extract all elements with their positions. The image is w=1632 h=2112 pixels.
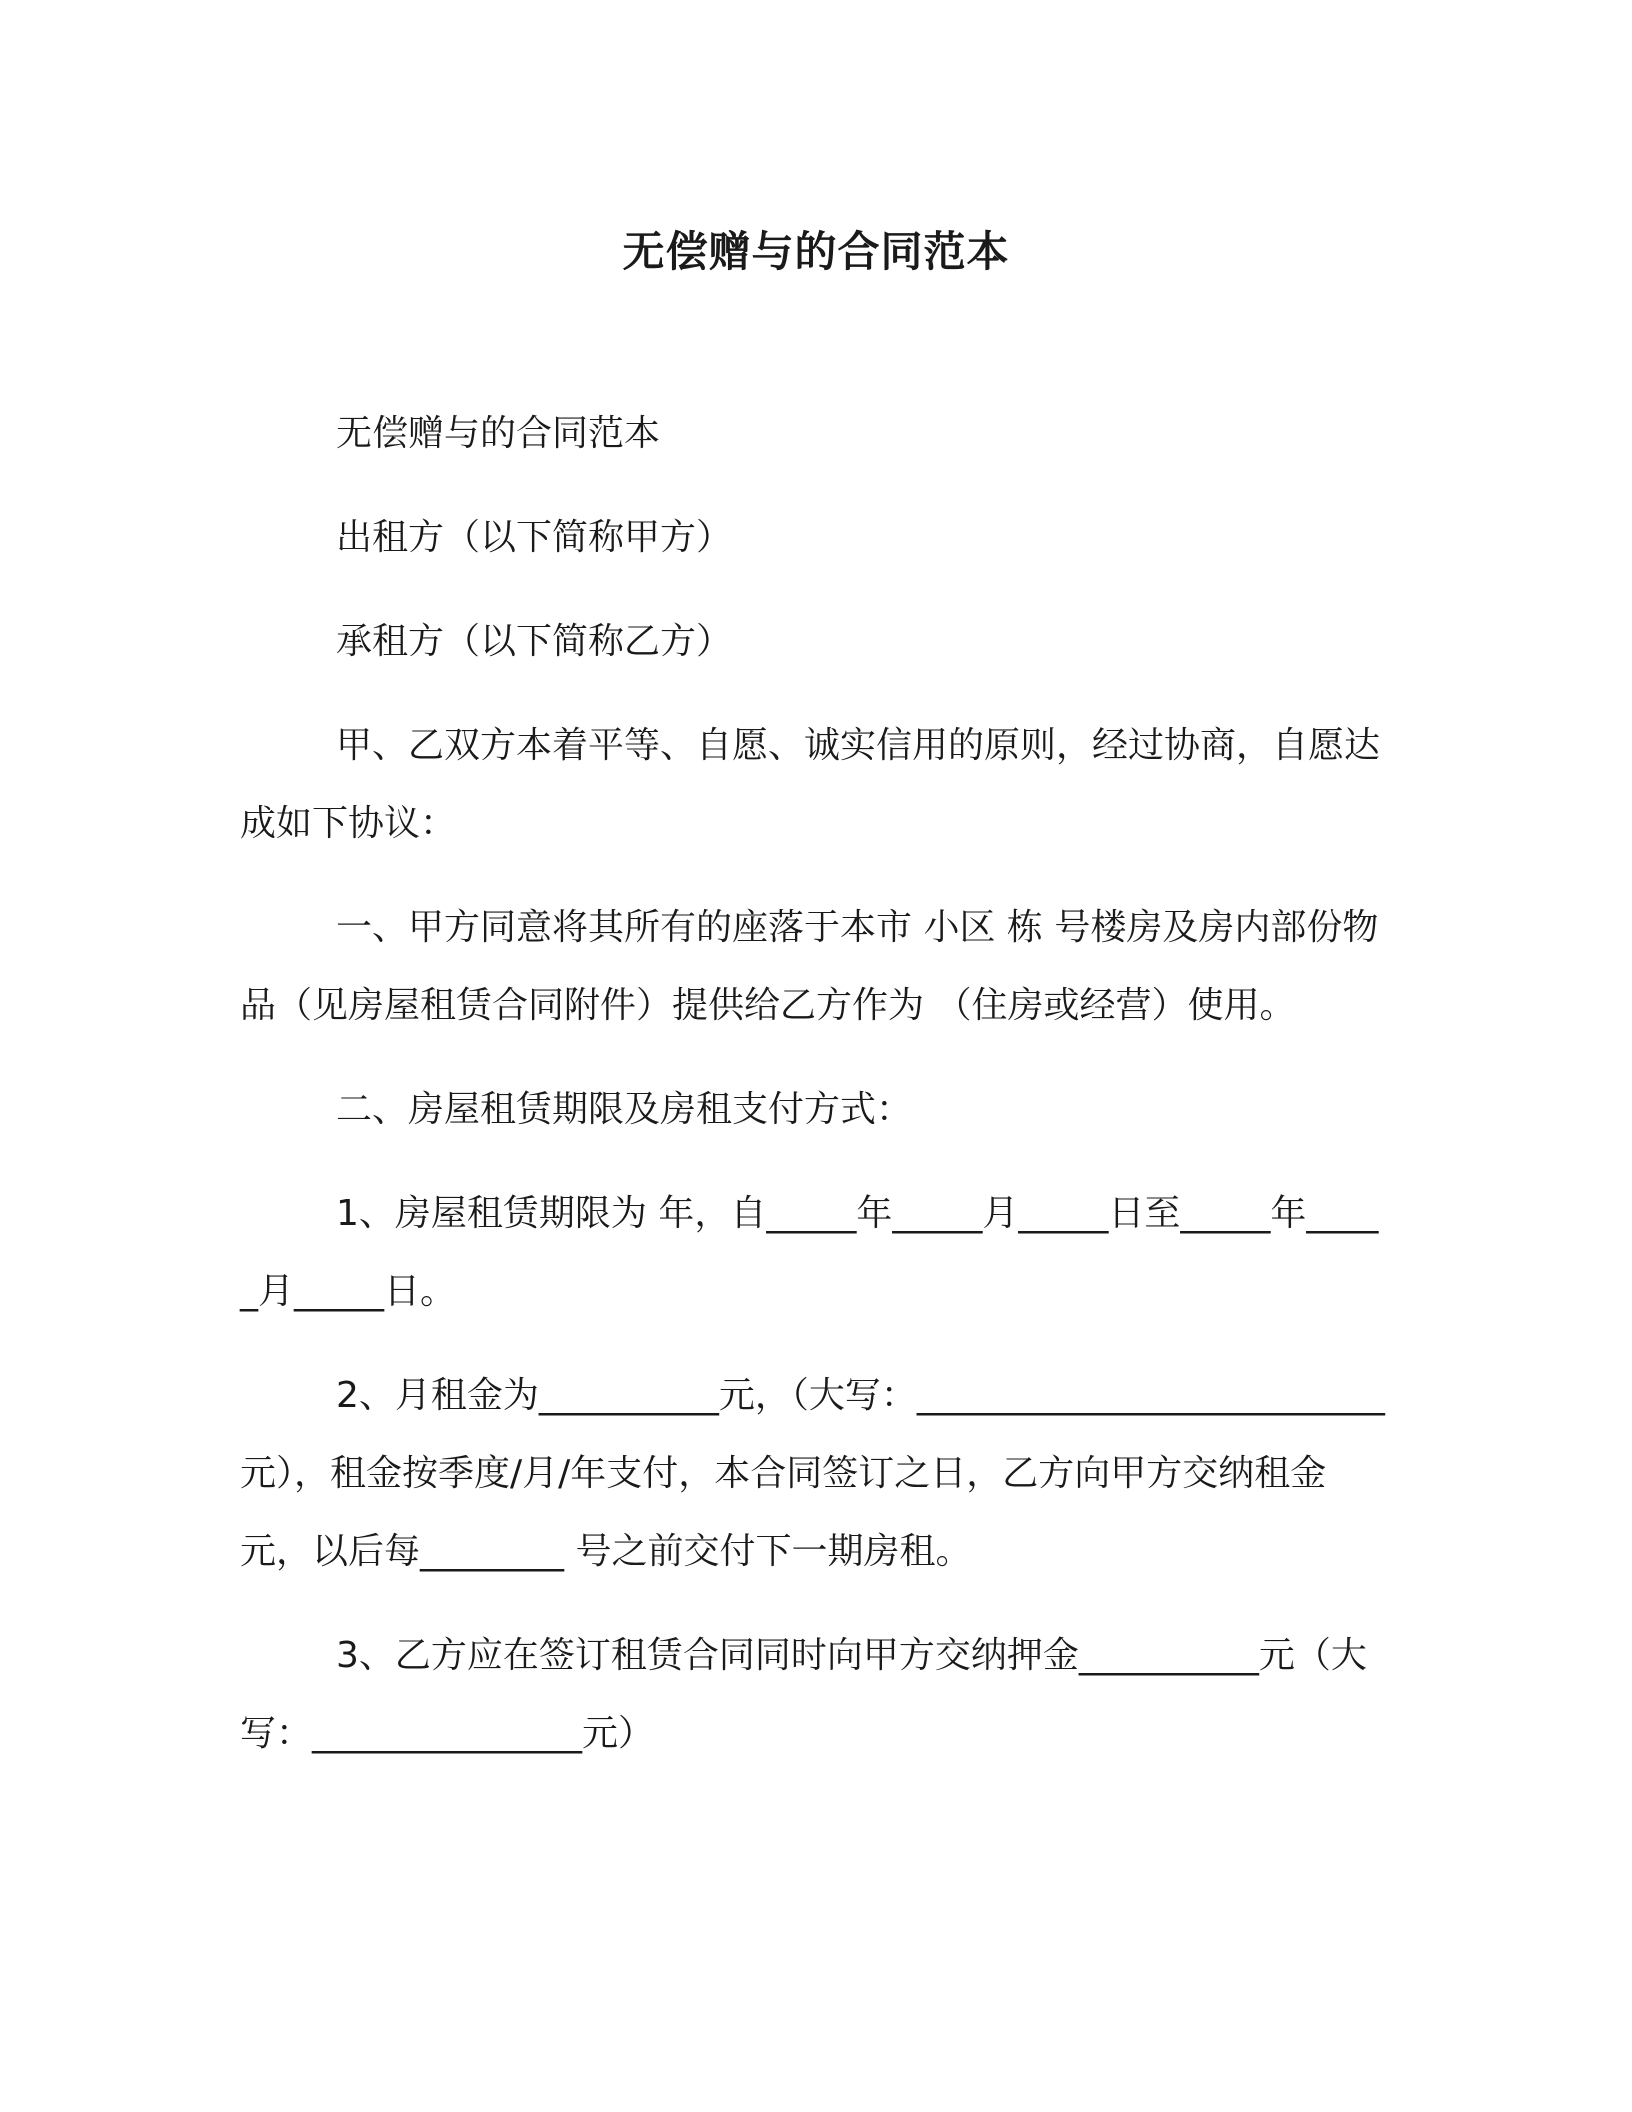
document-body xyxy=(240,395,1390,1799)
paragraph-clause-2-3: 3、乙方应在签订租赁合同同时向甲方交纳押金__________元（大写：_______________元） xyxy=(240,1635,1367,1754)
paragraph-clause-2-2: 2、月租金为__________元，（大写：__________________________元），租金按季度/月/年支付，本合同签订之日，乙方向甲方交纳租金 元，以后每________ 号之前交付下一期房租。 xyxy=(240,1375,1385,1572)
document-title: 无偿赠与的合同范本 xyxy=(622,227,1010,276)
paragraph-subtitle: 无偿赠与的合同范本 xyxy=(336,413,661,454)
paragraph-lessee: 承租方（以下简称乙方） xyxy=(336,621,733,662)
paragraph-clause-2-1: 1、房屋租赁期限为 年，自_____年_____月_____日至_____年_____月_____日。 xyxy=(240,1193,1379,1312)
paragraph-clause-1: 一、甲方同意将其所有的座落于本市 小区 栋 号楼房及房内部份物品（见房屋租赁合同附件）提供给乙方作为 （住房或经营）使用。 xyxy=(240,907,1379,1026)
paragraph-lessor: 出租方（以下简称甲方） xyxy=(336,517,733,558)
paragraph-clause-2-heading: 二、房屋租赁期限及房租支付方式： xyxy=(336,1089,913,1130)
paragraph-preamble: 甲、乙双方本着平等、自愿、诚实信用的原则，经过协商，自愿达成如下协议： xyxy=(240,725,1381,844)
